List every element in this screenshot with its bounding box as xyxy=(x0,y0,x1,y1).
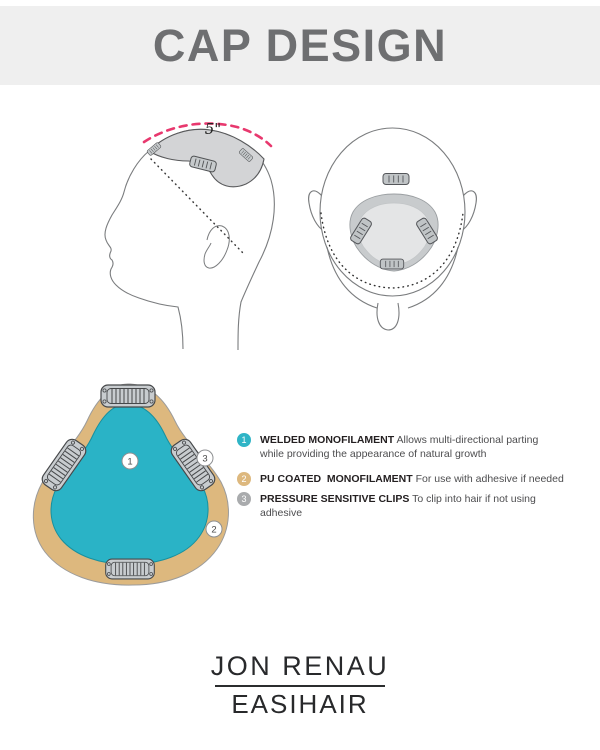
legend-text xyxy=(260,472,564,486)
pressure-clip-icon xyxy=(101,385,155,407)
legend-text xyxy=(260,492,577,520)
measurement-label: 5" xyxy=(204,120,222,138)
legend-number-3-icon: 3 xyxy=(237,492,251,506)
legend-description: Allows multi-directional parting while providing the appearance of natural growth xyxy=(260,434,539,460)
callout-2 xyxy=(206,521,222,537)
brand-collection: EASIHAIR xyxy=(231,689,369,719)
svg-text:1: 1 xyxy=(127,456,133,468)
callout-1 xyxy=(122,453,138,469)
legend-item-pu-coated-monofilament xyxy=(237,472,577,486)
legend-label: PU COATED MONOFILAMENT xyxy=(260,473,413,485)
legend-item-pressure-sensitive-clips xyxy=(237,492,577,520)
legend-text xyxy=(260,433,555,461)
brand-divider xyxy=(215,685,385,687)
legend-item-welded-monofilament xyxy=(237,433,577,461)
pressure-clip-icon xyxy=(380,259,403,269)
pressure-clip-icon xyxy=(106,559,155,579)
brand-logo xyxy=(0,651,600,720)
legend-label: WELDED MONOFILAMENT xyxy=(260,434,395,446)
side-view-diagram xyxy=(80,103,295,363)
legend-description: For use with adhesive if needed xyxy=(415,473,564,485)
brand-name: JON RENAU xyxy=(210,651,390,681)
top-view-diagram xyxy=(295,103,490,353)
legend-number-2-icon: 2 xyxy=(237,472,251,486)
welded-monofilament-area xyxy=(51,404,208,564)
pressure-clip-icon xyxy=(383,174,409,185)
legend xyxy=(237,433,577,531)
header-band xyxy=(0,6,600,85)
page-title: CAP DESIGN xyxy=(152,19,448,71)
svg-text:2: 2 xyxy=(211,524,217,536)
legend-description: To clip into hair if not using adhesive xyxy=(260,493,536,519)
callout-3 xyxy=(197,450,213,466)
legend-number-1-icon: 1 xyxy=(237,433,251,447)
svg-text:3: 3 xyxy=(202,453,208,465)
cap-detail-diagram xyxy=(20,372,236,590)
legend-label: PRESSURE SENSITIVE CLIPS xyxy=(260,493,410,505)
